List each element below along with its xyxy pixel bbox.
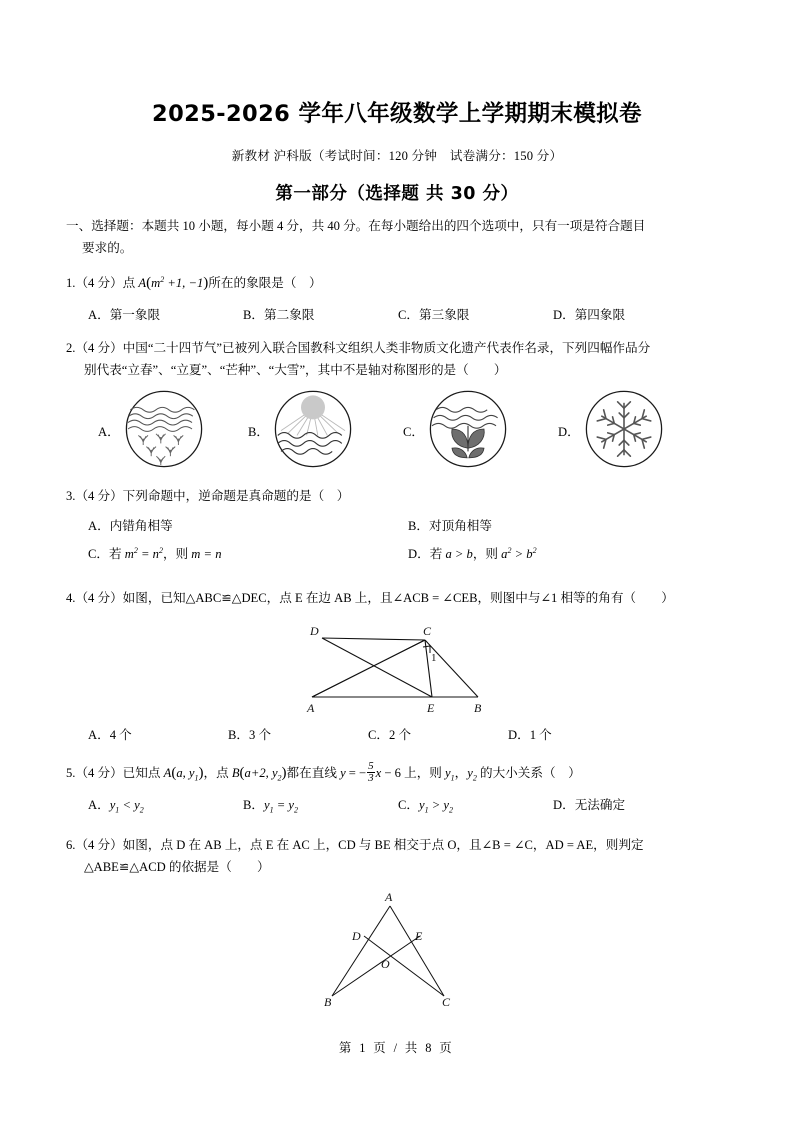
waves-with-sprouts-icon	[124, 389, 204, 476]
question-2-stem-line2: 别代表“立春”、“立夏”、“芒种”、“大雪”，其中不是轴对称图形的是（ ）	[84, 362, 507, 377]
option-label: C．若	[88, 546, 125, 561]
vertex-label-A: A	[307, 700, 315, 713]
section-instructions	[66, 216, 728, 259]
question-1-option-d[interactable]	[553, 304, 708, 326]
vertex-label-B: B	[324, 994, 332, 1009]
question-5-point-b: B(a+2, $y_2$)	[231, 764, 287, 783]
question-2-option-b[interactable]	[248, 389, 403, 476]
question-3-option-b[interactable]	[408, 515, 728, 537]
question-5-line-suffix: x − 6 上，则 $y_1$，$y_2$ 的大小关系（ ）	[375, 765, 581, 783]
page-footer: 第 1 页 / 共 8 页	[338, 1041, 455, 1055]
question-5-option-d[interactable]	[553, 794, 708, 818]
option-label: A．	[98, 425, 120, 440]
question-6-stem	[66, 834, 728, 878]
question-5-option-a[interactable]	[88, 794, 243, 818]
option-label: D．	[558, 425, 580, 440]
option-math: a > b	[445, 546, 473, 561]
question-3	[66, 485, 728, 571]
question-2-figure-options	[66, 389, 728, 476]
question-6-stem-line2: △ABE≌△ACD 的依据是（ ）	[84, 859, 270, 874]
page-title: 2025-2026 学年八年级数学上学期期末模拟卷	[152, 101, 642, 127]
question-3-options	[66, 515, 728, 571]
option-text: 无法确定	[574, 798, 626, 813]
vertex-label-O: O	[381, 956, 390, 971]
angle-label-1: 1	[431, 651, 437, 664]
option-label: A．	[88, 727, 110, 742]
question-4-stem: 4.（4 分）如图，已知△ABC≌△DEC，点 E 在边 AB 上，且∠ACB = ∠CEB，则图中与∠1 相等的角有（ ）	[66, 590, 674, 605]
page-content	[66, 0, 728, 1016]
option-math-2: $a^2 > b^2$	[501, 545, 537, 561]
question-2	[66, 337, 728, 476]
fraction-five-thirds	[367, 761, 375, 785]
question-1-math: $A(m^2 +1$, −1)	[138, 275, 209, 292]
question-4-option-b[interactable]	[228, 724, 368, 746]
option-label: A．	[88, 798, 110, 813]
question-2-option-c[interactable]	[403, 389, 558, 476]
question-2-stem-line1: 2.（4 分）中国“二十四节气”已被列入联合国教科文组织人类非物质文化遗产代表作名录，下列四幅作品分	[66, 340, 651, 355]
question-5	[66, 760, 728, 818]
question-4-option-c[interactable]	[368, 724, 508, 746]
question-2-option-a[interactable]	[98, 389, 248, 476]
option-label: D．	[553, 307, 575, 322]
question-1-stem	[66, 270, 728, 296]
option-text-cont: ，则	[162, 546, 192, 561]
question-1-option-a[interactable]	[88, 304, 243, 326]
option-text: 第二象限	[264, 307, 315, 322]
vertex-label-D: D	[352, 928, 361, 943]
sun-over-waves-icon	[273, 389, 353, 476]
question-5-option-c[interactable]	[398, 794, 553, 818]
option-math: $y_1 > y_2$	[419, 798, 453, 815]
option-label: D．	[553, 798, 575, 813]
fraction-denominator: 3	[368, 772, 374, 785]
question-5-mid: ，点	[203, 765, 232, 780]
option-label: C．	[398, 307, 419, 322]
section-instructions-line1: 一、选择题：本题共 10 小题，每小题 4 分，共 40 分。在每小题给出的四个选项中，只有一项是符合题目	[66, 219, 646, 233]
option-label: D．若	[408, 546, 446, 561]
option-math-2: m = n	[191, 546, 222, 561]
question-2-option-d[interactable]	[558, 389, 708, 476]
question-3-option-c[interactable]	[88, 543, 408, 565]
question-5-point-a: A(a, $y_1$)	[163, 764, 204, 783]
option-label: A．	[88, 518, 110, 533]
question-5-line-prefix: 都在直线 y = −	[286, 765, 367, 780]
question-1-option-b[interactable]	[243, 304, 398, 326]
option-label: D．	[508, 727, 530, 742]
question-6	[66, 834, 728, 1016]
vertex-label-A: A	[385, 889, 393, 904]
question-5-option-b[interactable]	[243, 794, 398, 818]
vertex-label-D: D	[310, 623, 319, 638]
snowflake-icon	[584, 389, 664, 476]
vertex-label-C: C	[442, 994, 451, 1009]
question-6-stem-line1: 6.（4 分）如图，点 D 在 AB 上，点 E 在 AC 上，CD 与 BE 相交于点 O，且∠B = ∠C，AD = AE，则判定	[66, 837, 644, 852]
option-text: 3 个	[249, 727, 272, 742]
question-1-stem-prefix: 1.（4 分）点	[66, 276, 139, 291]
option-math: $m^2 = n^2$	[124, 545, 163, 561]
option-text-cont: ，则	[472, 546, 502, 561]
option-label: A．	[88, 307, 110, 322]
option-math: $y_1 < y_2$	[109, 798, 144, 815]
option-text: 第三象限	[419, 307, 470, 322]
section-instructions-line2: 要求的。	[82, 240, 133, 255]
option-label: B．	[243, 798, 264, 813]
option-label: B．	[243, 307, 264, 322]
question-4-figure	[66, 613, 728, 720]
option-text: 内错角相等	[109, 518, 173, 533]
part-one-heading: 第一部分（选择题 共 30 分）	[275, 184, 519, 204]
question-3-option-a[interactable]	[88, 515, 408, 537]
vertex-label-E: E	[427, 700, 435, 713]
question-1-options	[66, 304, 728, 326]
question-4-options	[66, 724, 728, 746]
question-1	[66, 270, 728, 325]
option-text: 对顶角相等	[429, 518, 492, 533]
question-6-figure	[66, 884, 728, 1016]
option-text: 第四象限	[574, 307, 626, 322]
question-1-option-c[interactable]	[398, 304, 553, 326]
vertex-label-B: B	[474, 700, 482, 713]
option-label: C．	[403, 425, 424, 440]
question-3-option-d[interactable]	[408, 543, 728, 565]
question-4	[66, 587, 728, 746]
option-label: C．	[398, 798, 419, 813]
option-text: 4 个	[109, 727, 132, 742]
question-5-prefix: 5.（4 分）已知点	[66, 765, 164, 780]
question-4-option-d[interactable]	[508, 724, 648, 746]
option-text: 1 个	[529, 727, 552, 742]
exam-subtitle: 新教材 沪科版（考试时间：120 分钟 试卷满分：150 分）	[231, 149, 563, 163]
vertex-label-E: E	[415, 928, 423, 943]
question-3-stem: 3.（4 分）下列命题中，逆命题是真命题的是（ ）	[66, 488, 350, 503]
option-label: C．	[368, 727, 389, 742]
question-5-options	[66, 794, 728, 818]
option-math: $y_1 = y_2$	[264, 798, 298, 815]
waves-with-leaves-icon	[428, 389, 508, 476]
vertex-label-C: C	[423, 623, 432, 638]
option-label: B．	[228, 727, 249, 742]
option-text: 第一象限	[109, 307, 161, 322]
question-1-stem-suffix: 所在的象限是（ ）	[208, 276, 322, 291]
fraction-numerator: 5	[368, 759, 374, 772]
question-2-stem	[66, 337, 728, 381]
question-4-option-a[interactable]	[88, 724, 228, 746]
question-5-stem	[66, 760, 728, 786]
option-label: B．	[248, 425, 269, 440]
option-text: 2 个	[389, 727, 412, 742]
option-label: B．	[408, 518, 429, 533]
